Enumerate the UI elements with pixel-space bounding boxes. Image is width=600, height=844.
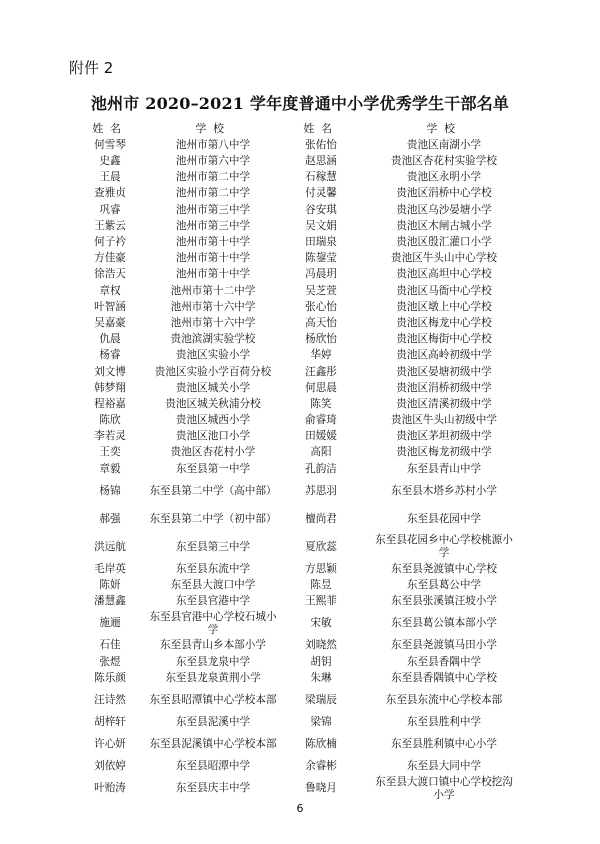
student-name-right: 张佑怡 bbox=[305, 138, 337, 151]
school-right: 东至县尧渡镇马田小学 bbox=[391, 639, 497, 652]
school-right: 贵池区杏花村实验学校 bbox=[391, 155, 497, 168]
table-row bbox=[80, 234, 532, 250]
student-name-right: 刘晓然 bbox=[305, 639, 337, 652]
student-name-left: 潘慧鑫 bbox=[94, 595, 126, 608]
student-name-right: 梁锦 bbox=[310, 715, 332, 728]
student-name-right: 檀尚君 bbox=[305, 512, 337, 525]
table-row bbox=[80, 505, 532, 533]
table-row bbox=[80, 202, 532, 218]
school-left: 东至县龙泉中学 bbox=[175, 655, 251, 668]
school-left: 东至县泥溪中学 bbox=[175, 715, 251, 728]
school-left: 东至县龙泉黄荆小学 bbox=[165, 671, 261, 684]
student-name-right: 陈鋆莹 bbox=[305, 252, 337, 265]
student-name-left: 陈欣 bbox=[99, 414, 121, 427]
school-right: 东至县尧渡镇中心学校 bbox=[391, 562, 497, 575]
school-left: 池州市第十中学 bbox=[175, 252, 251, 265]
table-row bbox=[80, 654, 532, 670]
student-name-left: 何子衿 bbox=[94, 236, 126, 248]
student-name-left: 毛岸英 bbox=[94, 562, 126, 575]
table-row bbox=[80, 730, 532, 758]
table-row bbox=[80, 315, 532, 331]
school-right: 贵池区牛头山中心学校 bbox=[391, 252, 497, 265]
school-left: 池州市第八中学 bbox=[175, 138, 251, 151]
school-left: 东至县官港中心学校石城小学 bbox=[149, 610, 277, 636]
school-left: 东至县大渡口中学 bbox=[170, 579, 256, 591]
student-name-right: 吴芝萱 bbox=[305, 284, 337, 297]
header-school: 学校 bbox=[195, 121, 231, 135]
school-right: 东至县花园乡中心学校桃源小学 bbox=[375, 534, 513, 560]
table-row bbox=[80, 775, 532, 803]
table-row bbox=[80, 331, 532, 347]
student-name-left: 史鑫 bbox=[99, 155, 121, 168]
table-row bbox=[80, 218, 532, 234]
student-name-right: 高阳 bbox=[310, 446, 332, 459]
school-right: 贵池区殷汇灌口小学 bbox=[396, 236, 492, 248]
school-left: 池州市第十二中学 bbox=[170, 284, 256, 297]
student-name-right: 夏欣蕊 bbox=[305, 540, 337, 553]
student-name-right: 高天怡 bbox=[305, 316, 337, 329]
table-row bbox=[80, 283, 532, 299]
table-row bbox=[80, 577, 532, 593]
student-name-left: 施逦 bbox=[99, 617, 121, 630]
school-left: 贵池区实验小学 bbox=[175, 349, 251, 362]
school-left: 池州市第十中学 bbox=[175, 268, 251, 281]
student-name-left: 陈妍 bbox=[99, 579, 121, 591]
school-left: 贵池滨湖实验学校 bbox=[170, 333, 256, 346]
table-row bbox=[80, 251, 532, 267]
student-list-table bbox=[80, 121, 532, 803]
table-row bbox=[80, 610, 532, 638]
school-left: 贵池区池口小学 bbox=[175, 430, 251, 443]
header-school: 学校 bbox=[426, 121, 462, 135]
student-name-right: 付灵馨 bbox=[305, 187, 337, 200]
student-name-right: 陈昱 bbox=[310, 579, 332, 591]
table-row bbox=[80, 348, 532, 364]
student-name-left: 石佳 bbox=[99, 639, 121, 652]
table-row bbox=[80, 461, 532, 477]
table-row bbox=[80, 429, 532, 445]
table-row bbox=[80, 686, 532, 714]
student-name-right: 陈笑 bbox=[310, 397, 332, 410]
school-left: 东至县泥溪镇中心学校本部 bbox=[149, 738, 277, 751]
table-row bbox=[80, 412, 532, 428]
table-row bbox=[80, 364, 532, 380]
school-right: 东至县葛公镇本部小学 bbox=[391, 617, 497, 630]
school-right: 贵池区南湖小学 bbox=[406, 138, 482, 151]
school-right: 东至县张溪镇汪坡小学 bbox=[391, 595, 497, 608]
header-name: 姓名 bbox=[303, 121, 339, 135]
school-right: 东至县香隅中学 bbox=[406, 655, 482, 668]
school-left: 池州市第十六中学 bbox=[170, 300, 256, 313]
school-left: 东至县第三中学 bbox=[175, 540, 251, 553]
table-row bbox=[80, 758, 532, 774]
table-row bbox=[80, 380, 532, 396]
school-right: 贵池区牛头山初级中学 bbox=[391, 414, 497, 427]
table-row bbox=[80, 714, 532, 730]
table-row bbox=[80, 396, 532, 412]
student-name-left: 章权 bbox=[99, 284, 121, 297]
school-right: 贵池区永明小学 bbox=[406, 171, 482, 184]
school-right: 贵池区墩上中心学校 bbox=[396, 300, 492, 313]
table-row bbox=[80, 153, 532, 169]
student-name-right: 吴文娟 bbox=[305, 219, 337, 232]
school-left: 贵池区城西小学 bbox=[175, 414, 251, 427]
school-left: 贵池区城关小学 bbox=[175, 381, 251, 394]
school-left: 池州市第二中学 bbox=[175, 187, 251, 200]
student-name-left: 杨锦 bbox=[99, 484, 121, 497]
school-right: 东至县青山中学 bbox=[406, 462, 482, 475]
student-name-right: 张心怡 bbox=[305, 300, 337, 313]
student-name-right: 胡钥 bbox=[310, 655, 332, 668]
student-name-right: 朱琳 bbox=[310, 671, 332, 684]
table-row bbox=[80, 533, 532, 561]
table-row bbox=[80, 561, 532, 577]
table-row bbox=[80, 186, 532, 202]
student-name-left: 汪诗然 bbox=[94, 693, 126, 706]
school-left: 东至县青山乡本部小学 bbox=[160, 639, 266, 652]
school-right: 东至县胜利中学 bbox=[406, 715, 482, 728]
student-name-left: 查雅贞 bbox=[94, 187, 126, 200]
table-body bbox=[80, 137, 532, 802]
school-left: 池州市第十中学 bbox=[175, 236, 251, 248]
school-left: 贵池区杏花村小学 bbox=[170, 446, 256, 459]
school-left: 池州市第三中学 bbox=[175, 219, 251, 232]
school-right: 贵池区马衙中心学校 bbox=[396, 284, 492, 297]
student-name-left: 王奕 bbox=[99, 446, 121, 459]
student-name-left: 郝强 bbox=[99, 512, 121, 525]
header-name: 姓名 bbox=[92, 121, 128, 135]
table-row bbox=[80, 670, 532, 686]
school-left: 东至县昭潭中学 bbox=[175, 760, 251, 773]
student-name-right: 方思颖 bbox=[305, 562, 337, 575]
student-name-left: 胡梓轩 bbox=[94, 715, 126, 728]
student-name-right: 陈欣楠 bbox=[305, 738, 337, 751]
student-name-left: 陈乐颜 bbox=[94, 671, 126, 684]
student-name-right: 何思晨 bbox=[305, 381, 337, 394]
school-right: 东至县木塔乡苏村小学 bbox=[391, 484, 497, 497]
student-name-left: 韩梦翔 bbox=[94, 381, 126, 394]
student-name-right: 梁瑞辰 bbox=[305, 693, 337, 706]
school-left: 东至县昭潭镇中心学校本部 bbox=[149, 693, 277, 706]
student-name-left: 程裕嘉 bbox=[94, 397, 126, 410]
school-right: 东至县花园中学 bbox=[406, 512, 482, 525]
school-left: 池州市第三中学 bbox=[175, 203, 251, 216]
student-name-left: 叶智涵 bbox=[94, 300, 126, 313]
school-left: 池州市第十六中学 bbox=[170, 316, 256, 329]
school-left: 东至县庆丰中学 bbox=[175, 782, 251, 795]
table-row bbox=[80, 445, 532, 461]
school-right: 东至县东流中心学校本部 bbox=[385, 693, 503, 706]
student-name-right: 宋敏 bbox=[310, 617, 332, 630]
student-name-left: 洪远航 bbox=[94, 540, 126, 553]
student-name-right: 冯晨玥 bbox=[305, 268, 337, 281]
school-left: 贵池区城关秋浦分校 bbox=[165, 397, 261, 410]
school-left: 东至县第二中学（高中部） bbox=[149, 484, 277, 497]
school-right: 贵池区晏塘初级中学 bbox=[396, 365, 492, 378]
table-row bbox=[80, 170, 532, 186]
student-name-right: 华婷 bbox=[310, 349, 332, 362]
school-left: 贵池区实验小学百荷分校 bbox=[154, 365, 272, 378]
school-right: 贵池区乌沙晏塘小学 bbox=[396, 203, 492, 216]
school-left: 东至县东流中学 bbox=[175, 562, 251, 575]
school-left: 池州市第六中学 bbox=[175, 155, 251, 168]
table-row bbox=[80, 477, 532, 505]
student-name-left: 徐浩天 bbox=[94, 268, 126, 281]
school-left: 池州市第二中学 bbox=[175, 171, 251, 184]
student-name-right: 余睿彬 bbox=[305, 760, 337, 773]
student-name-right: 赵思涵 bbox=[305, 155, 337, 168]
student-name-right: 田媛媛 bbox=[305, 430, 337, 443]
school-right: 东至县香隅镇中心学校 bbox=[391, 671, 497, 684]
student-name-left: 叶贻涛 bbox=[94, 782, 126, 795]
school-right: 贵池区清溪初级中学 bbox=[396, 397, 492, 410]
table-row bbox=[80, 267, 532, 283]
student-name-right: 王熙菲 bbox=[305, 595, 337, 608]
student-name-left: 张煜 bbox=[99, 655, 121, 668]
student-name-left: 吴嘉豪 bbox=[94, 316, 126, 329]
student-name-left: 章毅 bbox=[99, 462, 121, 475]
student-name-right: 俞睿琦 bbox=[305, 414, 337, 427]
school-right: 东至县胜利镇中心小学 bbox=[391, 738, 497, 751]
student-name-left: 杨睿 bbox=[99, 349, 121, 362]
school-right: 贵池区高岭初级中学 bbox=[396, 349, 492, 362]
student-name-right: 汪鑫彤 bbox=[305, 365, 337, 378]
student-name-right: 谷安琪 bbox=[305, 203, 337, 216]
school-right: 贵池区梅龙中心学校 bbox=[396, 316, 492, 329]
student-name-left: 何雪琴 bbox=[94, 138, 126, 151]
table-row bbox=[80, 299, 532, 315]
student-name-right: 鲁晓月 bbox=[305, 782, 337, 795]
student-name-right: 石稼慧 bbox=[305, 171, 337, 184]
school-right: 东至县葛公中学 bbox=[406, 579, 482, 591]
school-left: 东至县第二中学（初中部） bbox=[149, 512, 277, 525]
student-name-left: 刘文博 bbox=[94, 365, 126, 378]
student-name-left: 刘依婷 bbox=[94, 760, 126, 773]
school-right: 贵池区高坦中心学校 bbox=[396, 268, 492, 281]
school-left: 东至县官港中学 bbox=[175, 595, 251, 608]
document-title: 池州市 2020–2021 学年度普通中小学优秀学生干部名单 bbox=[90, 94, 510, 113]
school-right: 贵池区木闸古城小学 bbox=[396, 219, 492, 232]
student-name-left: 仇晨 bbox=[99, 333, 121, 346]
table-row bbox=[80, 638, 532, 654]
page-number: 6 bbox=[296, 802, 304, 815]
student-name-right: 杨欣怡 bbox=[305, 333, 337, 346]
student-name-right: 苏思羽 bbox=[305, 484, 337, 497]
school-right: 东至县大同中学 bbox=[406, 760, 482, 773]
school-right: 东至县大渡口镇中心学校挖沟小学 bbox=[375, 775, 513, 801]
student-name-right: 孔韵洁 bbox=[305, 462, 337, 475]
student-name-left: 王晨 bbox=[99, 171, 121, 184]
school-right: 贵池区茅坦初级中学 bbox=[396, 430, 492, 443]
table-row bbox=[80, 594, 532, 610]
student-name-left: 王紫云 bbox=[94, 219, 126, 232]
school-right: 贵池区涓桥初级中学 bbox=[396, 381, 492, 394]
school-right: 贵池区梅街中心学校 bbox=[396, 333, 492, 346]
school-right: 贵池区涓桥中心学校 bbox=[396, 187, 492, 200]
school-left: 东至县第一中学 bbox=[175, 462, 251, 475]
attachment-label: 附件 2 bbox=[69, 59, 114, 77]
student-name-left: 许心妍 bbox=[94, 738, 126, 751]
student-name-left: 巩睿 bbox=[99, 203, 121, 216]
table-header-row bbox=[80, 121, 532, 137]
student-name-left: 李若灵 bbox=[94, 430, 126, 443]
table-row bbox=[80, 137, 532, 153]
school-right: 贵池区梅龙初级中学 bbox=[396, 446, 492, 459]
student-name-right: 田瑞泉 bbox=[305, 236, 337, 248]
student-name-left: 方佳豪 bbox=[94, 252, 126, 265]
